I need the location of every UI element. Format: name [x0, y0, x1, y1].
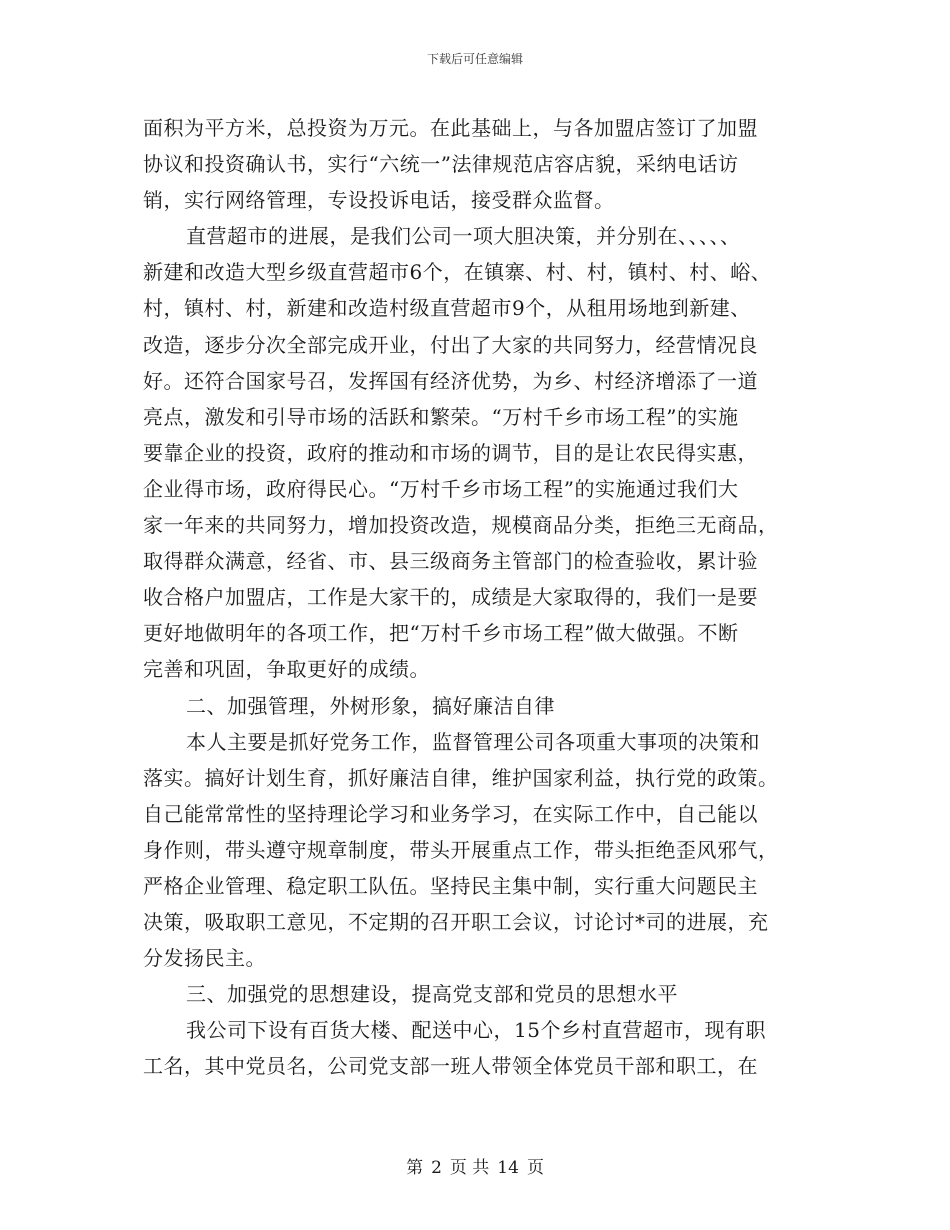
footer-middle: 页 共 — [449, 1158, 490, 1178]
text-line: 要靠企业的投资，政府的推动和市场的调节，目的是让农民得实惠， — [143, 440, 758, 465]
text-line: 收合格户加盟店，工作是大家干的，成绩是大家取得的，我们一是要 — [143, 585, 758, 610]
text-line: 本人主要是抓好党务工作，监督管理公司各项重大事项的决策和 — [186, 729, 760, 754]
text-line: 面积为平方米，总投资为万元。在此基础上，与各加盟店签订了加盟 — [143, 116, 758, 140]
text-line: 更好地做明年的各项工作，把“万村千乡市场工程”做大做强。不断 — [143, 621, 739, 646]
text-line: 亮点，激发和引导市场的活跃和繁荣。“万村千乡市场工程”的实施 — [143, 404, 739, 429]
text-line: 我公司下设有百货大楼、配送中心，15个乡村直营超市，现有职 — [186, 1018, 766, 1043]
text-line: 工名，其中党员名，公司党支部一班人带领全体党员干部和职工，在 — [143, 1054, 758, 1079]
footer-total-pages: 14 — [497, 1158, 519, 1178]
text-line: 直营超市的进展，是我们公司一项大胆决策，并分别在、、、、、 — [186, 224, 741, 249]
document-body — [143, 110, 823, 1085]
text-line: 自己能常常性的坚持理论学习和业务学习，在实际工作中，自己能以 — [143, 801, 758, 826]
page-footer — [0, 1157, 950, 1179]
text-line: 取得群众满意，经省、市、县三级商务主管部门的检查验收，累计验 — [143, 549, 758, 574]
text-line: 身作则，带头遵守规章制度，带头开展重点工作，带头拒绝歪风邪气， — [143, 837, 779, 862]
text-line: 好。还符合国家号召，发挥国有经济优势，为乡、村经济增添了一道 — [143, 368, 758, 393]
text-line: 二、加强管理，外树形象，搞好廉洁自律 — [186, 693, 555, 718]
text-line: 村，镇村、村，新建和改造村级直营超市9个，从租用场地到新建、 — [143, 296, 751, 321]
text-line: 改造，逐步分次全部完成开业，付出了大家的共同努力，经营情况良 — [143, 332, 758, 357]
text-line: 协议和投资确认书，实行“六统一”法律规范店容店貌，采纳电话访 — [143, 152, 739, 177]
text-line: 三、加强党的思想建设，提高党支部和党员的思想水平 — [186, 982, 678, 1007]
text-line: 完善和巩固，争取更好的成绩。 — [143, 657, 430, 682]
text-line: 分发扬民主。 — [143, 946, 266, 971]
text-line: 家一年来的共同努力，增加投资改造，规模商品分类，拒绝三无商品， — [143, 513, 779, 538]
text-line: 新建和改造大型乡级直营超市6个，在镇寨、村、村，镇村、村、峪、 — [143, 260, 772, 285]
text-line: 决策，吸取职工意见，不定期的召开职工会议，讨论讨*司的进展，充 — [143, 910, 769, 935]
footer-suffix: 页 — [526, 1158, 544, 1178]
text-line: 企业得市场，政府得民心。“万村千乡市场工程”的实施通过我们大 — [143, 476, 739, 501]
footer-page-number: 2 — [431, 1158, 442, 1178]
text-line: 销，实行网络管理，专设投诉电话，接受群众监督。 — [143, 188, 615, 213]
text-line: 严格企业管理、稳定职工队伍。坚持民主集中制，实行重大问题民主 — [143, 873, 758, 898]
page-header-note: 下载后可任意编辑 — [426, 52, 523, 66]
footer-prefix: 第 — [406, 1158, 424, 1178]
text-line: 落实。搞好计划生育，抓好廉洁自律，维护国家利益，执行党的政策。 — [143, 765, 779, 790]
